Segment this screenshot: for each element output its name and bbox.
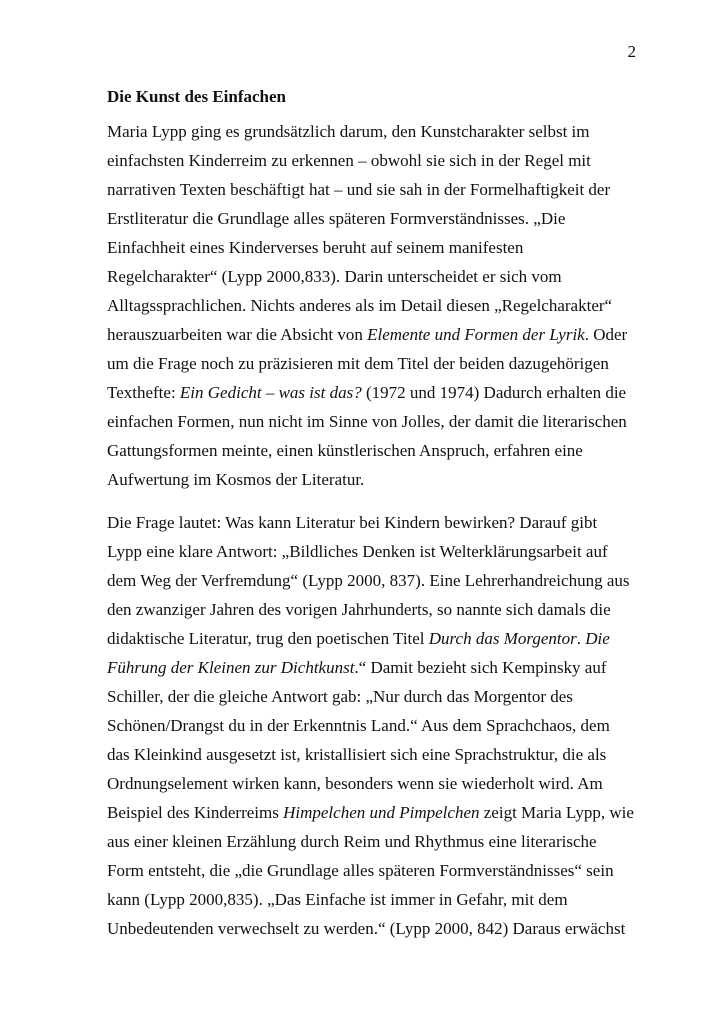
text-segment: Schönen/Drangst du in der Erkenntnis Land.“ Aus dem Sprachchaos, dem (107, 716, 610, 735)
text-segment: . (576, 629, 586, 648)
text-line (107, 653, 642, 682)
text-segment: einfachsten Kinderreim zu erkennen – obwohl sie sich in der Regel mit (107, 151, 591, 170)
text-line (107, 146, 642, 175)
text-segment: Ordnungselement wirken kann, besonders wenn sie wiederholt wird. Am (107, 774, 603, 793)
text-segment: Erstliteratur die Grundlage alles späteren Formverständnisses. „Die (107, 209, 566, 228)
text-segment: herauszuarbeiten war die Absicht von (107, 325, 368, 344)
paragraph-2 (107, 508, 642, 943)
text-line (107, 711, 642, 740)
text-segment: Maria Lypp ging es grundsätzlich darum, den Kunstcharakter selbst im (107, 122, 590, 141)
text-line (107, 798, 642, 827)
text-line (107, 827, 642, 856)
text-line (107, 856, 642, 885)
italic-title-text: Führung der Kleinen zur Dichtkunst (107, 658, 355, 677)
text-line (107, 769, 642, 798)
text-segment: einfachen Formen, nun nicht im Sinne von Jolles, der damit die literarischen (107, 412, 627, 431)
text-line (107, 566, 642, 595)
text-line (107, 436, 642, 465)
text-segment: didaktische Literatur, trug den poetischen Titel (107, 629, 429, 648)
text-segment: Texthefte: (107, 383, 180, 402)
text-segment: Beispiel des Kinderreims (107, 803, 284, 822)
text-line (107, 204, 642, 233)
text-line (107, 914, 642, 943)
text-segment: Regelcharakter“ (Lypp 2000,833). Darin unterscheidet er sich vom (107, 267, 562, 286)
text-segment: narrativen Texten beschäftigt hat – und sie sah in der Formelhaftigkeit der (107, 180, 611, 199)
text-line (107, 682, 642, 711)
text-segment: um die Frage noch zu präzisieren mit dem Titel der beiden dazugehörigen (107, 354, 609, 373)
text-segment: (1972 und 1974) Dadurch erhalten die (361, 383, 627, 402)
text-line (107, 349, 642, 378)
italic-title-text: Himpelchen und Pimpelchen (283, 803, 480, 822)
text-line (107, 508, 642, 537)
text-segment: Unbedeutenden verwechselt zu werden.“ (Lypp 2000, 842) Daraus erwächst (107, 919, 626, 938)
text-line (107, 378, 642, 407)
text-line (107, 407, 642, 436)
text-line (107, 595, 642, 624)
italic-title-text: Durch das Morgentor (428, 629, 577, 648)
text-segment: den zwanziger Jahren des vorigen Jahrhunderts, so nannte sich damals die (107, 600, 611, 619)
text-segment: Lypp eine klare Antwort: „Bildliches Denken ist Welterklärungsarbeit auf (107, 542, 608, 561)
text-line (107, 320, 642, 349)
text-segment: kann (Lypp 2000,835). „Das Einfache ist immer in Gefahr, mit dem (107, 890, 568, 909)
text-segment: dem Weg der Verfremdung“ (Lypp 2000, 837). Eine Lehrerhandreichung aus (107, 571, 630, 590)
text-segment: Gattungsformen meinte, einen künstlerischen Anspruch, erfahren eine (107, 441, 583, 460)
text-line (107, 885, 642, 914)
text-line (107, 465, 642, 494)
text-line (107, 537, 642, 566)
italic-title-text: Ein Gedicht – was ist das? (179, 383, 362, 402)
italic-title-text: Elemente und Formen der Lyrik (367, 325, 585, 344)
text-segment: .“ Damit bezieht sich Kempinsky auf (354, 658, 607, 677)
italic-title-text: Die (585, 629, 610, 648)
page-number: 2 (627, 42, 636, 61)
text-line (107, 624, 642, 653)
section-heading: Die Kunst des Einfachen (107, 87, 286, 106)
text-segment: Form entsteht, die „die Grundlage alles späteren Formverständnisses“ sein (107, 861, 614, 880)
text-segment: aus einer kleinen Erzählung durch Reim und Rhythmus eine literarische (107, 832, 597, 851)
text-segment: Die Frage lautet: Was kann Literatur bei Kindern bewirken? Darauf gibt (107, 513, 598, 532)
text-line (107, 175, 642, 204)
paragraph-1 (107, 117, 642, 494)
text-segment: das Kleinkind ausgesetzt ist, kristallisiert sich eine Sprachstruktur, die als (107, 745, 607, 764)
text-line (107, 262, 642, 291)
text-segment: Schiller, der die gleiche Antwort gab: „Nur durch das Morgentor des (107, 687, 573, 706)
text-line (107, 740, 642, 769)
text-line (107, 233, 642, 262)
text-segment: zeigt Maria Lypp, wie (479, 803, 634, 822)
text-line (107, 117, 642, 146)
text-segment: Alltagssprachlichen. Nichts anderes als im Detail diesen „Regelcharakter“ (107, 296, 613, 315)
text-segment: . Oder (584, 325, 628, 344)
text-segment: Einfachheit eines Kinderverses beruht auf seinem manifesten (107, 238, 524, 257)
text-line (107, 291, 642, 320)
text-segment: Aufwertung im Kosmos der Literatur. (107, 470, 365, 489)
